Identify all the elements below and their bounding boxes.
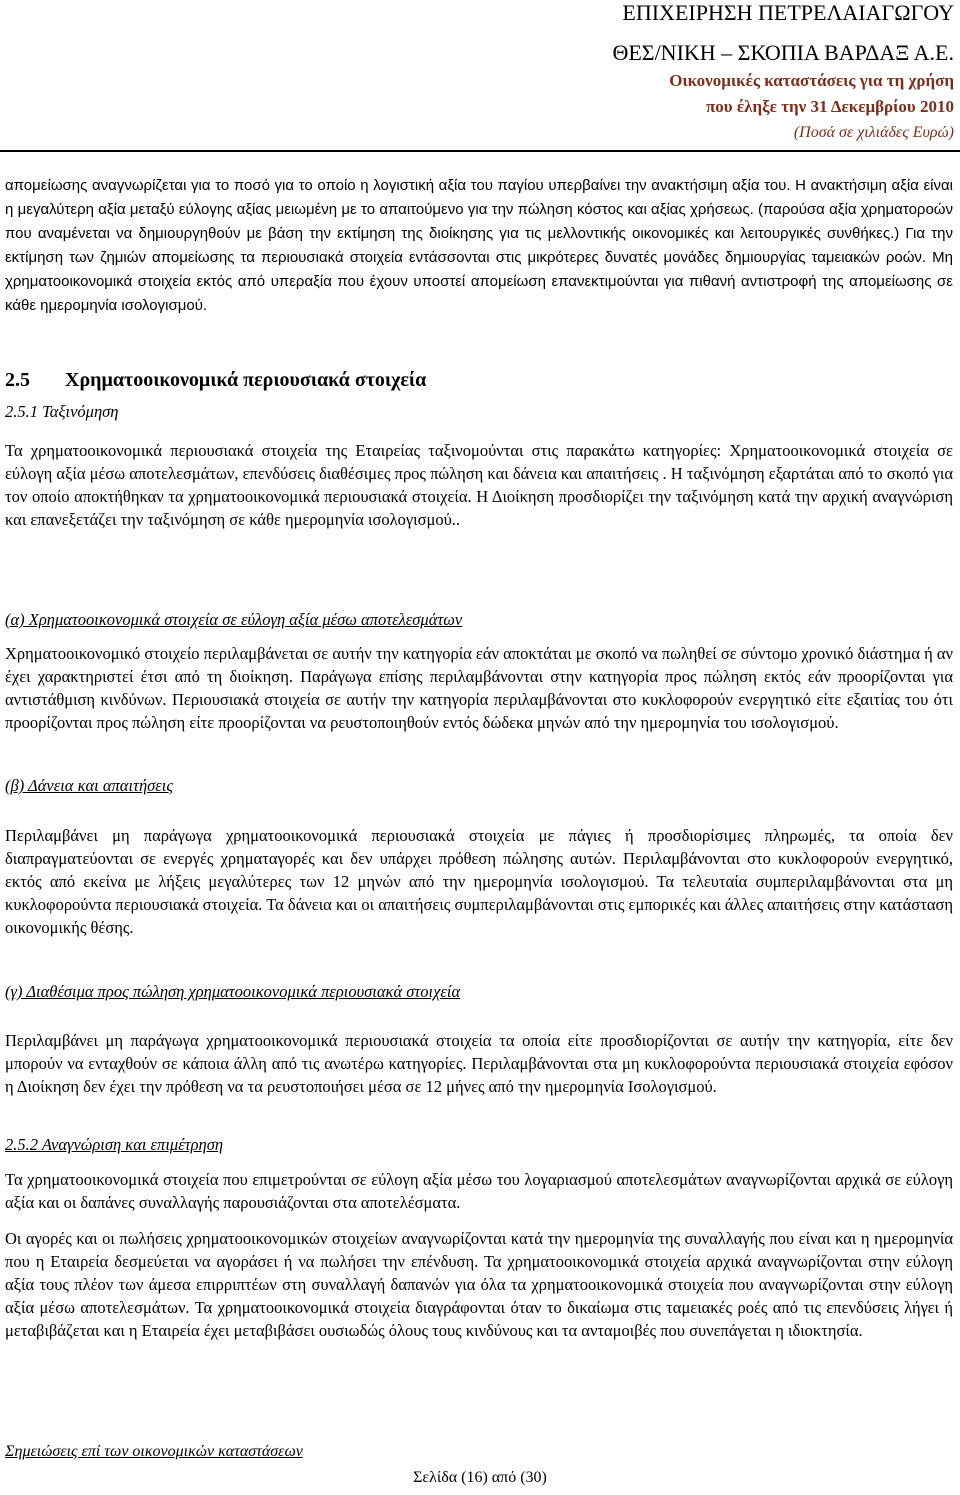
footer-page-number: Σελίδα (16) από (30) <box>413 1469 547 1486</box>
header-divider <box>0 150 960 152</box>
subsection-c-title: (γ) Διαθέσιμα προς πώληση χρηματοοικονομικά περιουσιακά στοιχεία <box>5 982 461 1001</box>
header-period: που έληξε την 31 Δεκεμβρίου 2010 <box>705 97 954 116</box>
header-company: ΕΠΙΧΕΙΡΗΣΗ ΠΕΤΡΕΛΑΙΑΓΩΓΟΥ <box>622 0 954 25</box>
header-currency-note: (Ποσά σε χιλιάδες Ευρώ) <box>793 124 954 141</box>
footer-notes-label: Σημειώσεις επί των οικονομικών καταστάσεων <box>5 1443 303 1460</box>
subsection-2-5-2-title: 2.5.2 Αναγνώριση και επιμέτρηση <box>5 1135 224 1154</box>
section-title: Χρηματοοικονομικά περιουσιακά στοιχεία <box>65 369 427 391</box>
subsection-2-5-2-text-1: Τα χρηματοοικονομικά στοιχεία που επιμετρούνται σε εύλογη αξία μέσω του λογαριασμού αποτελεσμάτων αναγνωρίζονται αρχικά σε εύλογη αξία και οι δαπάνες συναλλαγής παρουσιάζονται στα αποτελέσματα. <box>5 1170 953 1212</box>
subsection-c-text: Περιλαμβάνει μη παράγωγα χρηματοοικονομικά περιουσιακά στοιχεία τα οποία είτε προσδιορίζονται σε αυτήν την κατηγορία, είτε δεν μπορούν να ενταχθούν σε κάποια άλλη από τις ανωτέρω κατηγορίες. Περιλαμβάνονται στα μη κυκλοφορούντα περιουσιακά στοιχεία εφόσον η Διοίκηση δεν έχει την πρόθεση να τα ρευστοποιήσει μέσα σε 12 μήνες από την ημερομηνία Ισολογισμού. <box>5 1031 953 1096</box>
subsection-a-text: Χρηματοοικονομικό στοιχείο περιλαμβάνεται σε αυτήν την κατηγορία εάν αποκτάται με σκοπό να πωληθεί σε σύντομο χρονικό διάστημα ή αν έχει χαρακτηριστεί έτσι από τη διοίκηση. Παράγωγα επίσης περιλαμβάνονται στην κατηγορία προς πώληση εκτός εάν προορίζονται για αντιστάθμιση κινδύνων. Περιουσιακά στοιχεία σε αυτήν την κατηγορία περιλαμβάνονται στο κυκλοφορούν ενεργητικό είτε εξαιτίας του ότι προορίζονται προς πώληση είτε προορίζονται να ρευστοποιηθούν εντός δώδεκα μηνών από την ημερομηνία του ισολογισμού. <box>5 644 953 732</box>
classification-paragraph: Τα χρηματοοικονομικά περιουσιακά στοιχεία της Εταιρείας ταξινομούνται στις παρακάτω κατηγορίες: Χρηματοοικονομικά στοιχεία σε εύλογη αξία μέσω αποτελεσμάτων, επενδύσεις διαθέσιμες προς πώληση και δάνεια και απαιτήσεις . Η ταξινόμηση εξαρτάται από το σκοπό για τον οποίο αποκτήθηκαν τα χρηματοοικονομικά περιουσιακά στοιχεία. Η Διοίκηση προσδιορίζει την ταξινόμηση κατά την αρχική αναγνώριση και επανεξετάζει την ταξινόμηση σε κάθε ημερομηνία ισολογισμού.. <box>5 441 953 529</box>
section-number: 2.5 <box>5 369 30 391</box>
header-statements-title: Οικονομικές καταστάσεις για τη χρήση <box>669 71 954 90</box>
subsection-b-title: (β) Δάνεια και απαιτήσεις <box>5 776 174 795</box>
subsection-2-5-1-title: 2.5.1 Ταξινόμηση <box>5 402 119 421</box>
subsection-a-title: (α) Χρηματοοικονομικά στοιχεία σε εύλογη αξία μέσω αποτελεσμάτων <box>5 610 463 629</box>
section-heading <box>5 367 953 393</box>
subsection-b-text: Περιλαμβάνει μη παράγωγα χρηματοοικονομικά περιουσιακά στοιχεία με πάγιες ή προσδιορίσιμες πληρωμές, τα οποία δεν διαπραγματεύονται σε ενεργές χρηματαγορές και δεν υπάρχει πρόθεση πώλησης αυτών. Περιλαμβάνονται στο κυκλοφορούν ενεργητικό, εκτός από εκείνα με λήξεις μεγαλύτερες των 12 μηνών από την ημερομηνία ισολογισμού. Τα τελευταία συμπεριλαμβάνονται στα μη κυκλοφορούντα περιουσιακά στοιχεία. Τα δάνεια και οι απαιτήσεις συμπεριλαμβάνονται στις εμπορικές και άλλες απαιτήσεις στην κατάσταση οικονομικής θέσης. <box>5 826 953 937</box>
intro-paragraph: απομείωσης αναγνωρίζεται για το ποσό για το οποίο η λογιστική αξία του παγίου υπερβαίνει την ανακτήσιμη αξία του. Η ανακτήσιμη αξία είναι η μεγαλύτερη αξία μεταξύ εύλογης αξίας μειωμένη με το απαιτούμενο για την πώληση κόστος και αξίας χρήσεως. (παρούσα αξία χρηματοροών που αναμένεται να δημιουργηθούν με βάση την εκτίμηση της διοίκησης για τις μελλοντικής οικονομικές και λειτουργικές συνθήκες.) Για την εκτίμηση των ζημιών απομείωσης τα περιουσιακά στοιχεία εντάσσονται στις μικρότερες δυνατές μονάδες δημιουργίας ταμειακών ροών. Μη χρηματοοικονομικά στοιχεία εκτός από υπεραξία που έχουν υποστεί απομείωση επανεκτιμούνται για πιθανή αντιστροφή της απομείωσης σε κάθε ημερομηνία ισολογισμού. <box>5 177 953 314</box>
subsection-2-5-2-text-2: Οι αγορές και οι πωλήσεις χρηματοοικονομικών στοιχείων αναγνωρίζονται κατά την ημερομηνία της συναλλαγής που είναι και η ημερομηνία που η Εταιρεία δεσμεύεται να αγοράσει ή να πωλήσει την επένδυση. Τα χρηματοοικονομικά στοιχεία αρχικά αναγνωρίζονται στην εύλογη αξία τους πλέον των άμεσα επιρριπτέων στη συναλλαγή δαπανών για όλα τα χρηματοοικονομικά στοιχεία που αναγνωρίζονται στην εύλογη αξία μέσω αποτελεσμάτων. Τα χρηματοοικονομικά στοιχεία διαγράφονται όταν το δικαίωμα στις ταμειακές ροές από τις επενδύσεις λήγει ή μεταβιβάζεται και η Εταιρεία έχει μεταβιβάσει ουσιωδώς όλους τους κινδύνους και τα ανταμοιβές που συνεπάγεται η ιδιοκτησία. <box>5 1229 953 1340</box>
header-company-name: ΘΕΣ/ΝΙΚΗ – ΣΚΟΠΙΑ ΒΑΡΔΑΞ Α.Ε. <box>612 40 954 65</box>
